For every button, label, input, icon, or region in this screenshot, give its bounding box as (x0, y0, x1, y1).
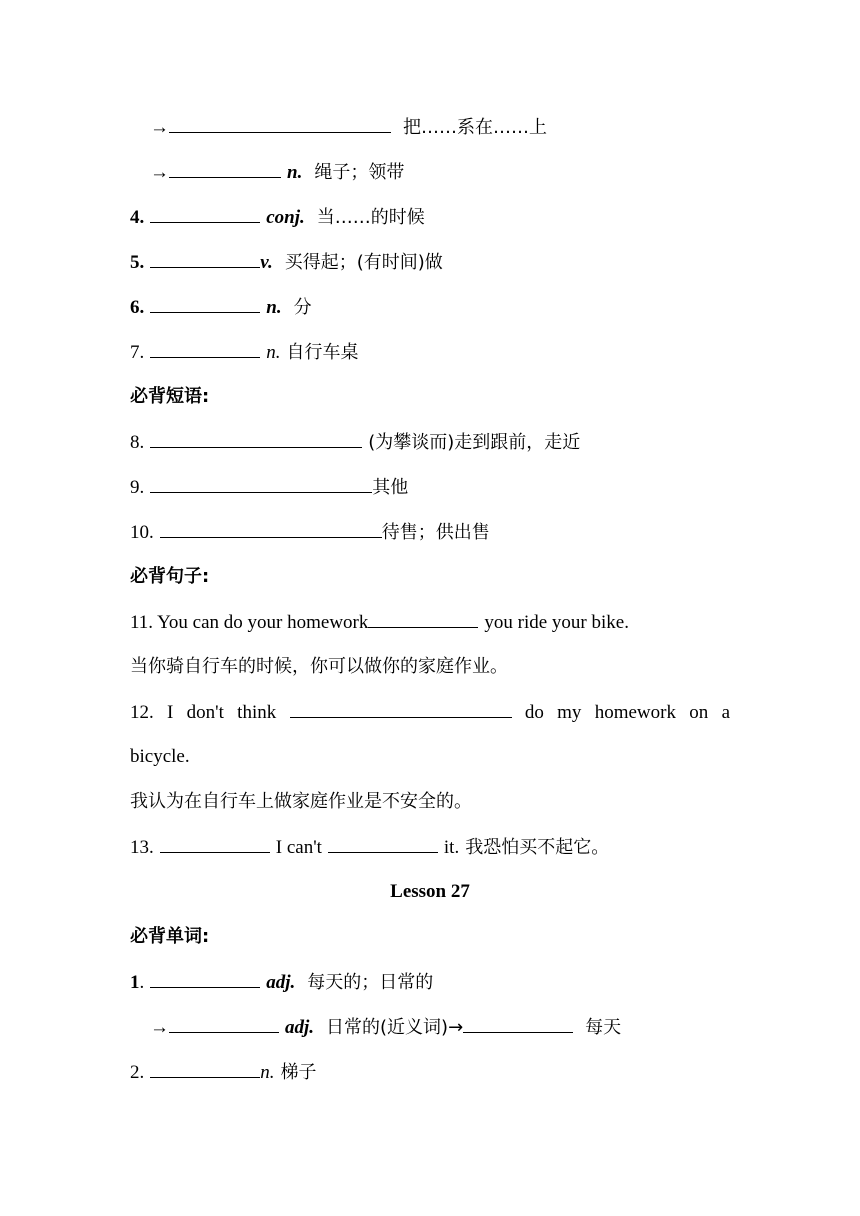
meaning-text: 每天 (585, 1017, 622, 1038)
vocab-line-tie-noun (150, 157, 404, 187)
heading-text: 必背短语: (130, 386, 210, 407)
sentence-item-11-translation (130, 652, 508, 682)
meaning-text: 绳子；领带 (314, 162, 405, 183)
section-heading-words (130, 922, 209, 952)
answer-blank[interactable] (160, 832, 270, 853)
meaning-text: 日常的(近义词)→ (326, 1017, 464, 1038)
sentence-text: 11. You can do your homework (130, 612, 369, 633)
sentence-word: 12. (130, 702, 154, 723)
meaning-text: 买得起；(有时间)做 (284, 252, 443, 273)
translation-text: 我恐怕买不起它。 (465, 837, 610, 858)
item-number: 5. (130, 252, 145, 273)
part-of-speech: n. (266, 297, 282, 318)
lesson27-synonym-line (150, 1012, 621, 1042)
answer-blank[interactable] (150, 337, 260, 358)
answer-blank[interactable] (150, 472, 372, 493)
sentence-text: bicycle. (130, 746, 190, 767)
arrow-icon: → (150, 117, 169, 138)
meaning-text: 待售；供出售 (381, 522, 490, 543)
part-of-speech: adj. (285, 1017, 315, 1038)
sentence-word: don't (186, 702, 224, 723)
meaning-text: 当……的时候 (316, 207, 425, 228)
sentence-word: I (167, 702, 174, 723)
item-number: 7. (130, 342, 145, 363)
part-of-speech: n. (266, 342, 281, 363)
part-of-speech: n. (287, 162, 303, 183)
item-number: 4. (130, 207, 145, 228)
sentence-item-12-continued (130, 742, 190, 772)
vocab-item-4 (130, 202, 425, 232)
lesson-title: Lesson 27 (390, 881, 470, 902)
sentence-text: you ride your bike. (484, 612, 629, 633)
answer-blank[interactable] (169, 112, 391, 133)
meaning-text: 把……系在……上 (403, 117, 547, 138)
phrase-item-8 (130, 427, 580, 457)
translation-text: 当你骑自行车的时候，你可以做你的家庭作业。 (130, 656, 508, 677)
answer-blank[interactable] (463, 1012, 573, 1033)
answer-blank[interactable] (150, 967, 260, 988)
answer-blank[interactable] (150, 247, 260, 268)
sentence-text: I can't (275, 837, 322, 858)
answer-blank[interactable] (368, 607, 478, 628)
part-of-speech: adj. (266, 972, 296, 993)
meaning-text: 梯子 (280, 1062, 317, 1083)
meaning-text: 自行车桌 (286, 342, 359, 363)
meaning-text: (为攀谈而)走到跟前，走近 (368, 432, 581, 453)
sentence-item-12-translation (130, 787, 472, 817)
meaning-text: 每天的；日常的 (307, 972, 434, 993)
sentence-word: do (524, 702, 544, 723)
lesson27-vocab-item-2 (130, 1057, 317, 1087)
sentence-item-12 (130, 697, 730, 727)
meaning-text: 其他 (372, 477, 409, 498)
sentence-word: a (721, 702, 730, 723)
vocab-line-tie (150, 112, 547, 142)
answer-blank[interactable] (328, 832, 438, 853)
sentence-text: it. (443, 837, 460, 858)
answer-blank[interactable] (150, 427, 362, 448)
sentence-item-11 (130, 607, 629, 637)
arrow-icon: → (150, 162, 169, 183)
vocab-item-7 (130, 337, 359, 367)
part-of-speech: n. (260, 1062, 275, 1083)
answer-blank[interactable] (290, 697, 512, 718)
part-of-speech: conj. (266, 207, 305, 228)
item-number: 8. (130, 432, 145, 453)
answer-blank[interactable] (160, 517, 382, 538)
sentence-word: homework (594, 702, 676, 723)
section-heading-sentences (130, 562, 209, 592)
section-heading-phrases (130, 382, 209, 412)
arrow-icon: → (150, 1017, 169, 1038)
answer-blank[interactable] (150, 202, 260, 223)
sentence-word: my (557, 702, 582, 723)
heading-text: 必背句子: (130, 566, 210, 587)
vocab-item-6 (130, 292, 312, 322)
sentence-word: on (689, 702, 709, 723)
translation-text: 我认为在自行车上做家庭作业是不安全的。 (130, 791, 472, 812)
item-number: 6. (130, 297, 145, 318)
item-number: 9. (130, 477, 145, 498)
phrase-item-9 (130, 472, 408, 502)
heading-text: 必背单词: (130, 926, 210, 947)
item-number: 1 (130, 972, 140, 993)
answer-blank[interactable] (150, 1057, 260, 1078)
answer-blank[interactable] (150, 292, 260, 313)
answer-blank[interactable] (169, 157, 281, 178)
item-number: 13. (130, 837, 154, 858)
vocab-item-5 (130, 247, 443, 277)
item-number: 10. (130, 522, 154, 543)
lesson27-vocab-item-1 (130, 967, 433, 997)
answer-blank[interactable] (169, 1012, 279, 1033)
part-of-speech: v. (260, 252, 273, 273)
item-number: 2. (130, 1062, 145, 1083)
meaning-text: 分 (293, 297, 312, 318)
sentence-word: think (237, 702, 277, 723)
item-number-dot: . (139, 972, 145, 993)
phrase-item-10 (130, 517, 490, 547)
sentence-item-13 (130, 832, 609, 862)
